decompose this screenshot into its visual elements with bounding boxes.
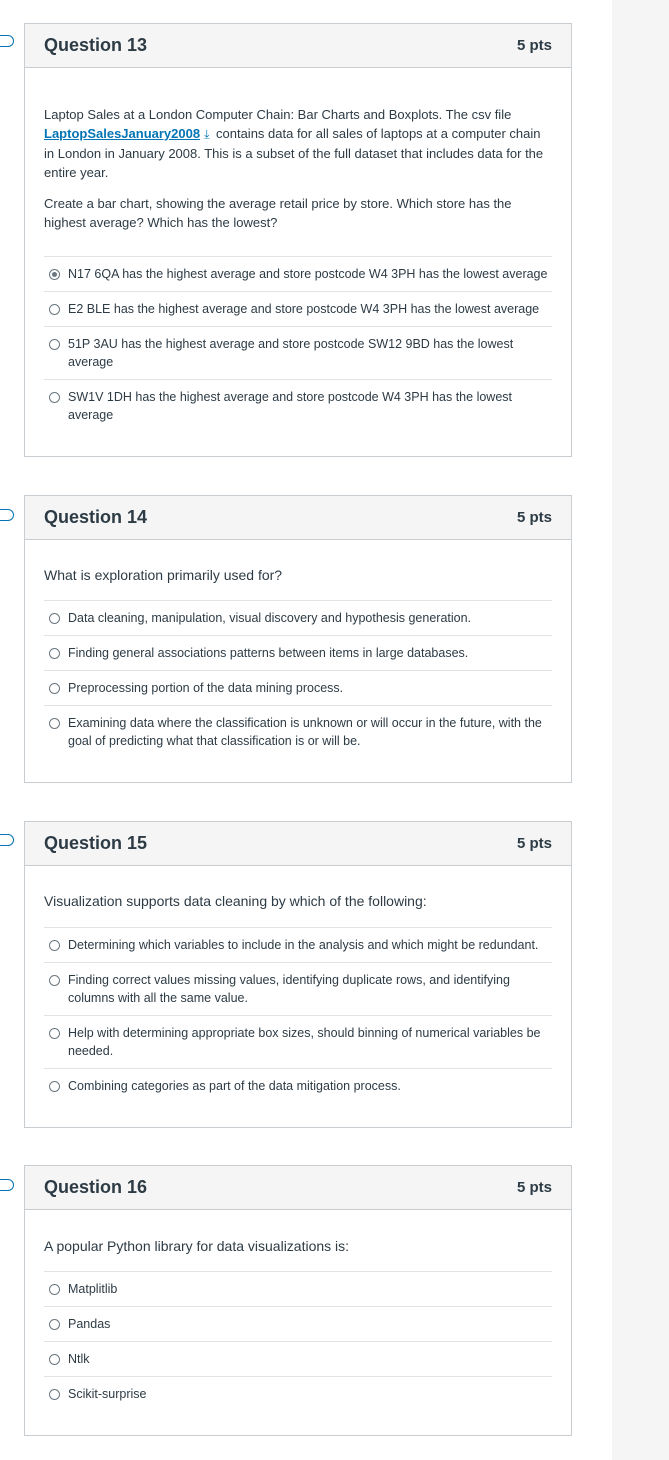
radio-button[interactable] <box>49 1081 60 1092</box>
answer-option[interactable] <box>44 256 552 291</box>
answer-label: Ntlk <box>68 1352 90 1366</box>
radio-button[interactable] <box>49 1028 60 1039</box>
answer-option[interactable] <box>44 1271 552 1306</box>
flag-question-icon[interactable] <box>0 509 14 521</box>
answer-list <box>44 256 552 432</box>
answer-label: Finding correct values missing values, identifying duplicate rows, and identifying columns with all the same value. <box>68 973 510 1005</box>
answer-label: Data cleaning, manipulation, visual discovery and hypothesis generation. <box>68 611 472 625</box>
answer-label: Matplitlib <box>68 1282 118 1296</box>
question-intro <box>44 105 552 182</box>
question-header <box>25 822 571 866</box>
answer-label: Scikit-surprise <box>68 1387 147 1401</box>
answer-option[interactable] <box>44 1068 552 1103</box>
answer-list <box>44 1271 552 1411</box>
question-points: 5 pts <box>516 509 552 526</box>
answer-option[interactable] <box>44 326 552 379</box>
answer-label: Examining data where the classification is unknown or will occur in the future, with the goal of predicting what that classification is or will be. <box>68 716 542 748</box>
radio-button[interactable] <box>49 1284 60 1295</box>
question-prompt: A popular Python library for data visualizations is: <box>44 1238 350 1254</box>
radio-button[interactable] <box>49 975 60 986</box>
answer-list <box>44 927 552 1103</box>
intro-text: Laptop Sales at a London Computer Chain: Bar Charts and Boxplots. The csv file <box>44 107 512 122</box>
answer-label: Help with determining appropriate box sizes, should binning of numerical variables be needed. <box>68 1026 541 1058</box>
right-gutter <box>612 0 669 1460</box>
radio-button[interactable] <box>49 1319 60 1330</box>
answer-option[interactable] <box>44 1341 552 1376</box>
radio-button[interactable] <box>49 304 60 315</box>
radio-button[interactable] <box>49 613 60 624</box>
answer-list <box>44 600 552 758</box>
radio-button[interactable] <box>49 648 60 659</box>
question-title: Question 15 <box>44 833 148 853</box>
radio-button[interactable] <box>49 940 60 951</box>
question-prompt: Create a bar chart, showing the average retail price by store. Which store has the highest average? Which has the lowest? <box>44 196 512 230</box>
question-14 <box>24 495 572 783</box>
answer-label: N17 6QA has the highest average and store postcode W4 3PH has the lowest average <box>68 267 548 281</box>
answer-option[interactable] <box>44 1306 552 1341</box>
question-16 <box>24 1165 572 1436</box>
question-points: 5 pts <box>516 1179 552 1196</box>
answer-option[interactable] <box>44 635 552 670</box>
question-15 <box>24 821 572 1128</box>
question-body <box>25 1210 571 1411</box>
question-header <box>25 1166 571 1210</box>
radio-button[interactable] <box>49 1354 60 1365</box>
question-title: Question 16 <box>44 1177 148 1197</box>
radio-button[interactable] <box>49 339 60 350</box>
question-header <box>25 24 571 68</box>
question-body <box>25 68 571 432</box>
answer-option[interactable] <box>44 291 552 326</box>
radio-button[interactable] <box>49 718 60 729</box>
answer-label: SW1V 1DH has the highest average and store postcode W4 3PH has the lowest average <box>68 390 512 422</box>
answer-label: 51P 3AU has the highest average and store postcode SW12 9BD has the lowest average <box>68 337 514 369</box>
answer-option[interactable] <box>44 600 552 635</box>
question-header <box>25 496 571 540</box>
radio-button[interactable] <box>49 683 60 694</box>
question-title: Question 14 <box>44 507 148 527</box>
question-prompt: What is exploration primarily used for? <box>44 567 283 583</box>
question-points: 5 pts <box>516 835 552 852</box>
intro-text-continued: contains data for all sales of laptops at a computer chain in London in January 2008. This is a subset of the full dataset that includes data for the entire year. <box>44 126 544 180</box>
answer-label: Determining which variables to include in the analysis and which might be redundant. <box>68 938 539 952</box>
question-title: Question 13 <box>44 35 148 55</box>
answer-label: Preprocessing portion of the data mining process. <box>68 681 344 695</box>
radio-button[interactable] <box>49 269 60 280</box>
answer-option[interactable] <box>44 670 552 705</box>
flag-question-icon[interactable] <box>0 834 14 846</box>
answer-option[interactable] <box>44 379 552 432</box>
question-body <box>25 540 571 758</box>
answer-option[interactable] <box>44 927 552 962</box>
question-prompt: Visualization supports data cleaning by which of the following: <box>44 893 427 909</box>
question-13 <box>24 23 572 457</box>
flag-question-icon[interactable] <box>0 1179 14 1191</box>
answer-label: Finding general associations patterns between items in large databases. <box>68 646 469 660</box>
question-points: 5 pts <box>516 37 552 54</box>
answer-label: Combining categories as part of the data mitigation process. <box>68 1079 401 1093</box>
flag-question-icon[interactable] <box>0 35 14 47</box>
answer-option[interactable] <box>44 1015 552 1068</box>
answer-option[interactable] <box>44 962 552 1015</box>
download-icon[interactable]: ⤓ <box>204 127 210 141</box>
answer-option[interactable] <box>44 1376 552 1411</box>
radio-button[interactable] <box>49 1389 60 1400</box>
answer-label: E2 BLE has the highest average and store postcode W4 3PH has the lowest average <box>68 302 540 316</box>
question-body <box>25 866 571 1103</box>
answer-option[interactable] <box>44 705 552 758</box>
answer-label: Pandas <box>68 1317 111 1331</box>
csv-file-link[interactable]: LaptopSalesJanuary2008 <box>44 126 201 141</box>
radio-button[interactable] <box>49 392 60 403</box>
